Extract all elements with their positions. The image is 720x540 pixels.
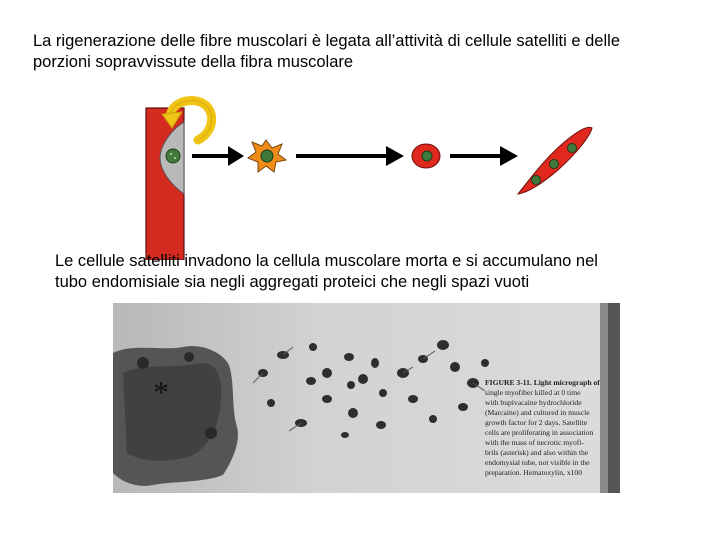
heading-line-1: La rigenerazione delle fibre muscolari è legata all’attività di cellule satelliti e delle xyxy=(33,32,620,50)
caption-line: brils (asterisk) and also within the xyxy=(485,448,589,457)
activated-nucleus xyxy=(261,150,273,162)
caption-line: single myofiber killed at 0 time xyxy=(485,388,581,397)
myotube-nucleus xyxy=(568,144,577,153)
caption-line: growth factor for 2 days. Satellite xyxy=(485,418,588,427)
page-heading xyxy=(33,31,620,73)
light-micrograph xyxy=(113,303,620,493)
satellite-nucleus xyxy=(166,149,180,163)
caption-line: FIGURE 3-11. Light micrograph of xyxy=(485,378,600,387)
heading-line-2: porzioni sopravvissute della fibra muscolare xyxy=(33,53,354,71)
caption-line: (Marcaine) and cultured in muscle xyxy=(485,408,590,417)
caption-line: with bupivacaine hydrochloride xyxy=(485,398,582,407)
myoblast-cell xyxy=(412,144,440,168)
caption-line: endomysial tube, not visible in the xyxy=(485,458,590,467)
myoblast-nucleus xyxy=(422,151,432,161)
necrotic-myofibril-mass xyxy=(113,346,238,486)
myotube-cell xyxy=(518,127,592,194)
caption-line: preparation. Hematoxylin, x100 xyxy=(485,468,583,477)
subheading-line-1: Le cellule satelliti invadono la cellula muscolare morta e si accumulano nel xyxy=(55,252,598,270)
myotube-nucleus xyxy=(550,160,559,169)
asterisk-marker: * xyxy=(153,374,169,410)
arrow-right-icon xyxy=(296,146,404,166)
regeneration-diagram xyxy=(140,92,600,260)
arrow-right-icon xyxy=(192,146,244,166)
myotube-nucleus xyxy=(532,176,541,185)
activated-cell xyxy=(248,140,286,172)
caption-line: with the mass of necrotic myofi- xyxy=(485,438,584,447)
arrow-right-icon xyxy=(450,146,518,166)
caption-line: cells are proliferating in association xyxy=(485,428,594,437)
subheading xyxy=(55,251,598,293)
subheading-line-2: tubo endomisiale sia negli aggregati proteici che negli spazi vuoti xyxy=(55,273,530,291)
